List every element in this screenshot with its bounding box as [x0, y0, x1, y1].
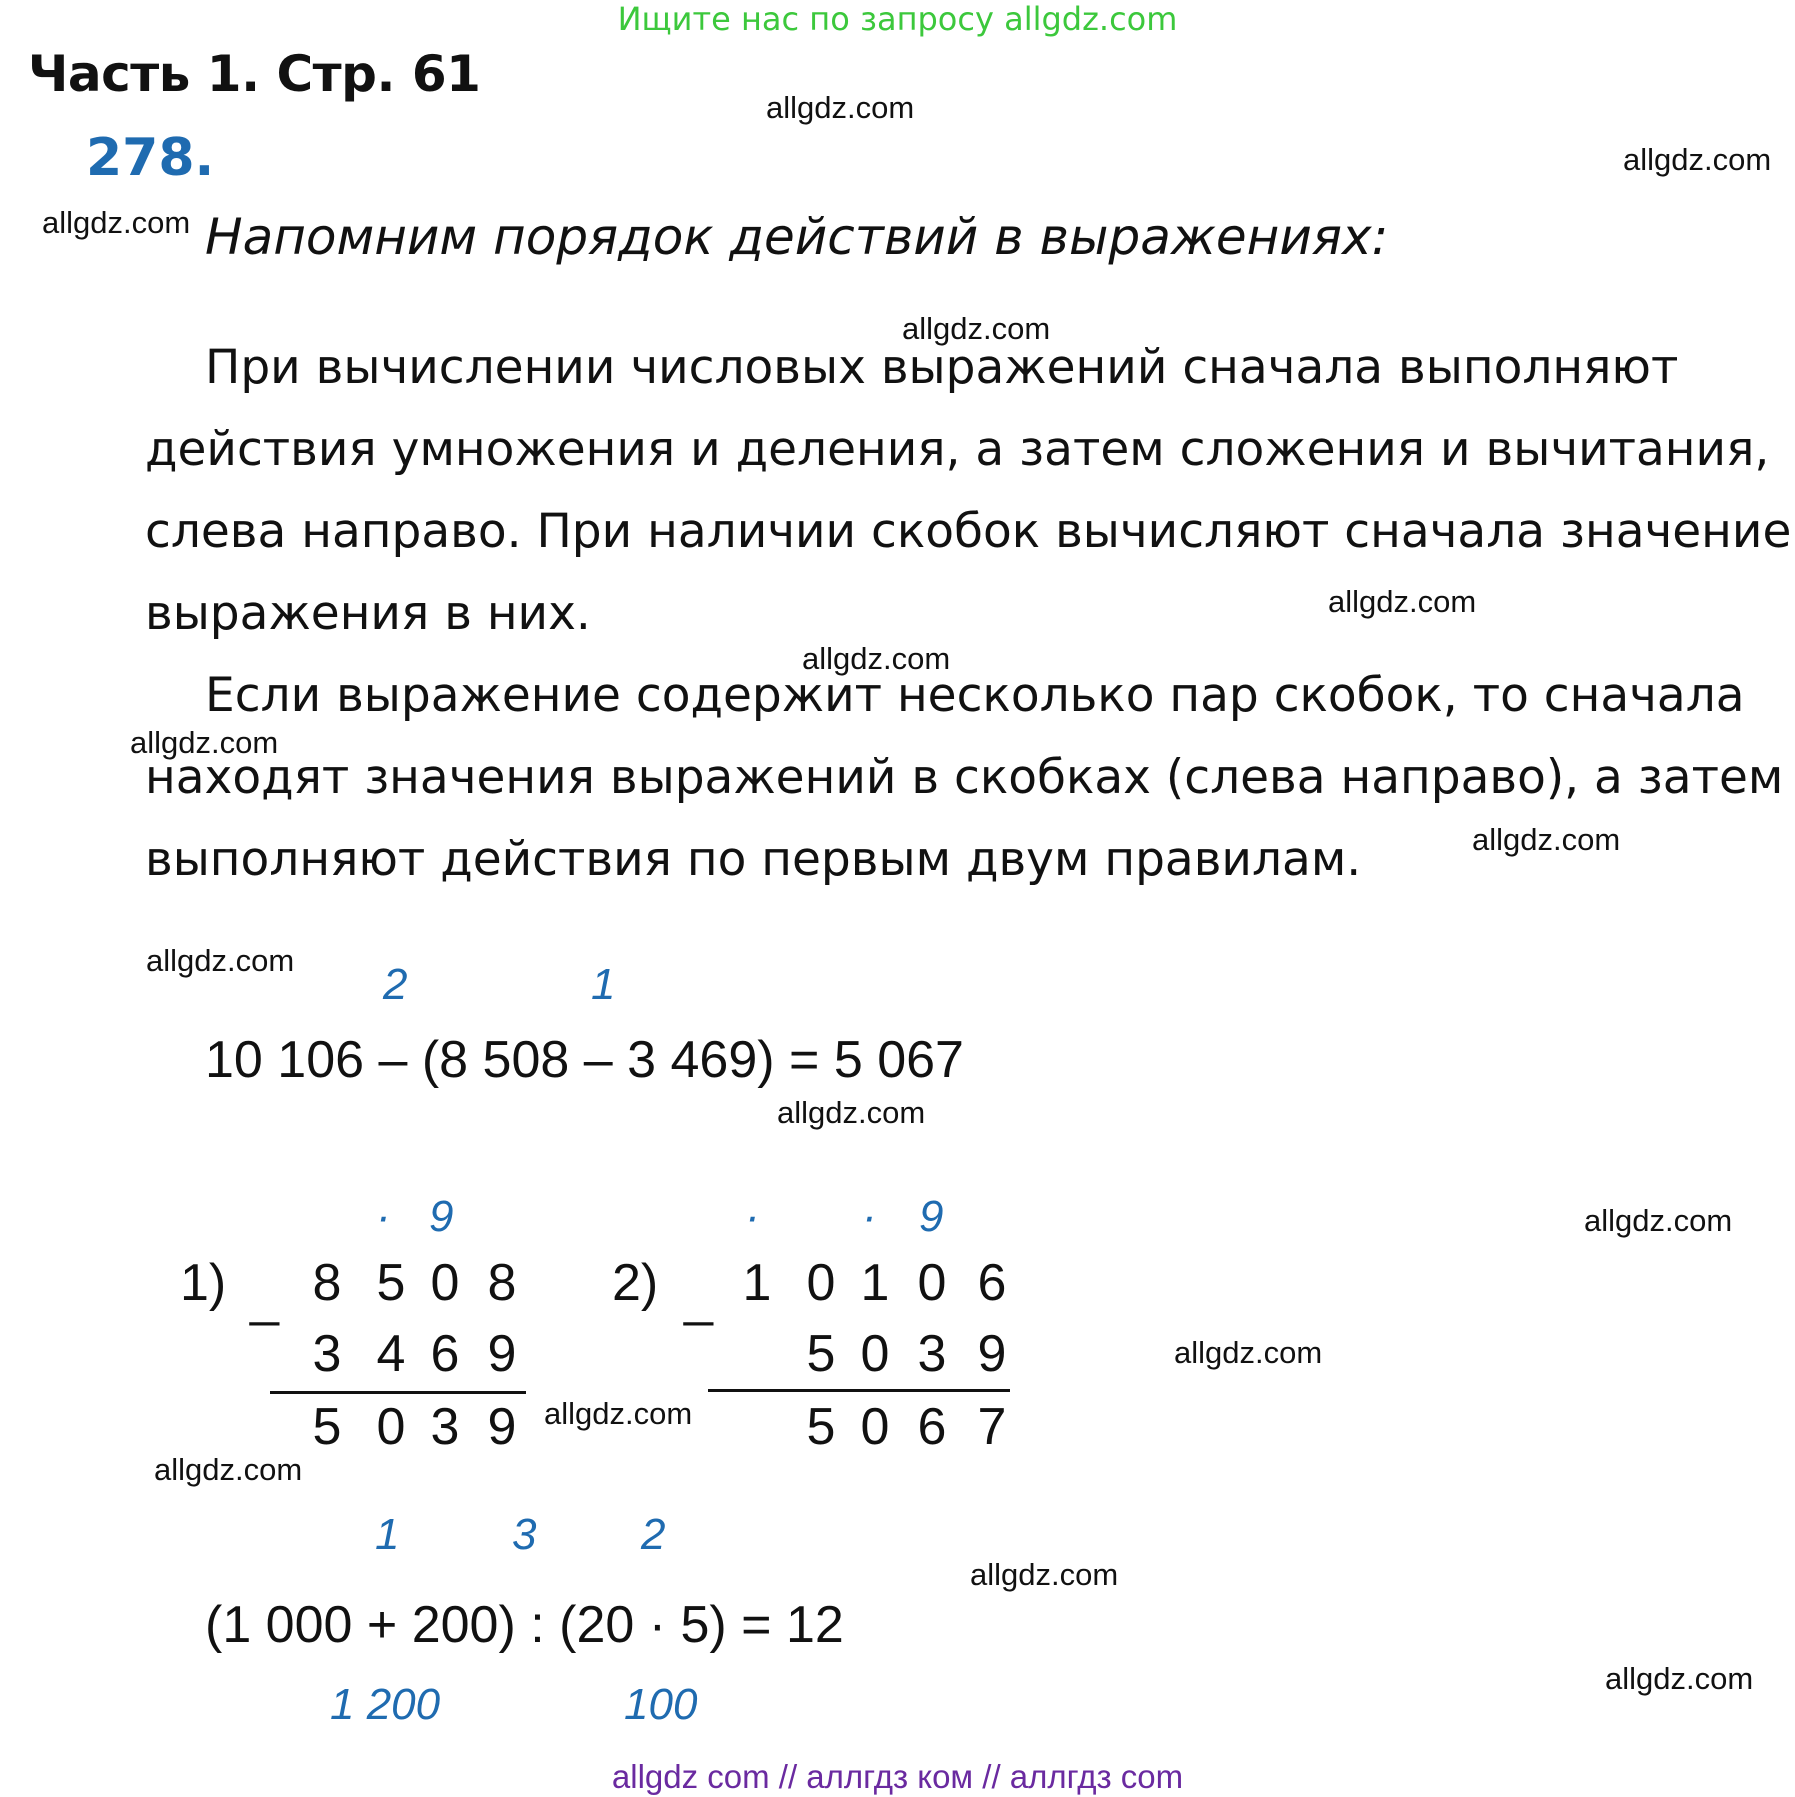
borrow-mark: · — [376, 1192, 391, 1241]
digit: 9 — [977, 1325, 1007, 1383]
digit: 1 — [860, 1254, 890, 1312]
order-mark: 2 — [383, 960, 408, 1009]
watermark: allgdz.com — [766, 90, 915, 125]
watermark: allgdz.com — [1328, 584, 1477, 619]
borrow-mark: · — [862, 1192, 877, 1241]
digit: 5 — [312, 1398, 342, 1456]
digit: 0 — [860, 1398, 890, 1456]
rule-line: выражения в них. — [145, 586, 591, 641]
watermark: allgdz.com — [970, 1557, 1119, 1592]
watermark: allgdz.com — [1174, 1335, 1323, 1370]
watermark: allgdz.com — [1623, 142, 1772, 177]
rule-line: слева направо. При наличии скобок вычисляют сначала значение — [145, 504, 1792, 559]
digit: 3 — [312, 1325, 342, 1383]
expression-1: 10 106 – (8 508 – 3 469) = 5 067 — [205, 1031, 964, 1089]
watermark: allgdz.com — [1472, 822, 1621, 857]
result-line — [270, 1391, 526, 1394]
digit: 6 — [430, 1325, 460, 1383]
order-mark: 1 — [375, 1510, 400, 1559]
digit: 5 — [806, 1325, 836, 1383]
digit: 0 — [376, 1398, 406, 1456]
digit: 0 — [860, 1325, 890, 1383]
digit: 3 — [917, 1325, 947, 1383]
top-banner: Ищите нас по запросу allgdz.com — [617, 0, 1178, 38]
borrow-mark: · — [745, 1192, 760, 1241]
watermark: allgdz.com — [42, 205, 191, 240]
minus-sign: _ — [250, 1269, 279, 1327]
expression-2: (1 000 + 200) : (20 · 5) = 12 — [205, 1596, 844, 1654]
digit: 6 — [977, 1254, 1007, 1312]
watermark: allgdz.com — [146, 943, 295, 978]
digit: 0 — [806, 1254, 836, 1312]
digit: 8 — [487, 1254, 517, 1312]
digit: 9 — [487, 1325, 517, 1383]
watermark: allgdz.com — [154, 1452, 303, 1487]
rule-line: находят значения выражений в скобках (слева направо), а затем — [145, 750, 1784, 805]
watermark: allgdz.com — [1584, 1203, 1733, 1238]
watermark: allgdz.com — [777, 1095, 926, 1130]
step-label: 2) — [612, 1254, 659, 1312]
rule-line: При вычислении числовых выражений сначала выполняют — [205, 340, 1679, 395]
task-number: 278. — [86, 128, 215, 188]
borrow-mark: 9 — [429, 1192, 454, 1241]
digit: 0 — [430, 1254, 460, 1312]
result-line — [708, 1389, 1010, 1392]
order-mark: 3 — [512, 1510, 537, 1559]
order-mark: 1 — [591, 960, 616, 1009]
digit: 3 — [430, 1398, 460, 1456]
intermediate-result: 1 200 — [330, 1680, 441, 1729]
watermark: allgdz.com — [902, 311, 1051, 346]
digit: 5 — [376, 1254, 406, 1312]
digit: 4 — [376, 1325, 406, 1383]
rule-line: выполняют действия по первым двум правилам. — [145, 832, 1362, 887]
step-label: 1) — [180, 1254, 227, 1312]
intro-heading: Напомним порядок действий в выражениях: — [205, 208, 1389, 266]
digit: 7 — [977, 1398, 1007, 1456]
digit: 1 — [742, 1254, 772, 1312]
watermark: allgdz.com — [544, 1396, 693, 1431]
rule-line: Если выражение содержит несколько пар скобок, то сначала — [205, 668, 1745, 723]
watermark: allgdz.com — [802, 641, 951, 676]
rule-line: действия умножения и деления, а затем сложения и вычитания, — [145, 422, 1770, 477]
order-mark: 2 — [641, 1510, 666, 1559]
page-title: Часть 1. Стр. 61 — [28, 45, 481, 103]
intermediate-result: 100 — [624, 1680, 698, 1729]
digit: 6 — [917, 1398, 947, 1456]
watermark: allgdz.com — [1605, 1661, 1754, 1696]
digit: 8 — [312, 1254, 342, 1312]
digit: 0 — [917, 1254, 947, 1312]
borrow-mark: 9 — [919, 1192, 944, 1241]
footer-banner: allgdz com // аллгдз ком // аллгдз com — [611, 1758, 1184, 1795]
minus-sign: _ — [684, 1269, 713, 1327]
watermark: allgdz.com — [130, 725, 279, 760]
digit: 9 — [487, 1398, 517, 1456]
digit: 5 — [806, 1398, 836, 1456]
